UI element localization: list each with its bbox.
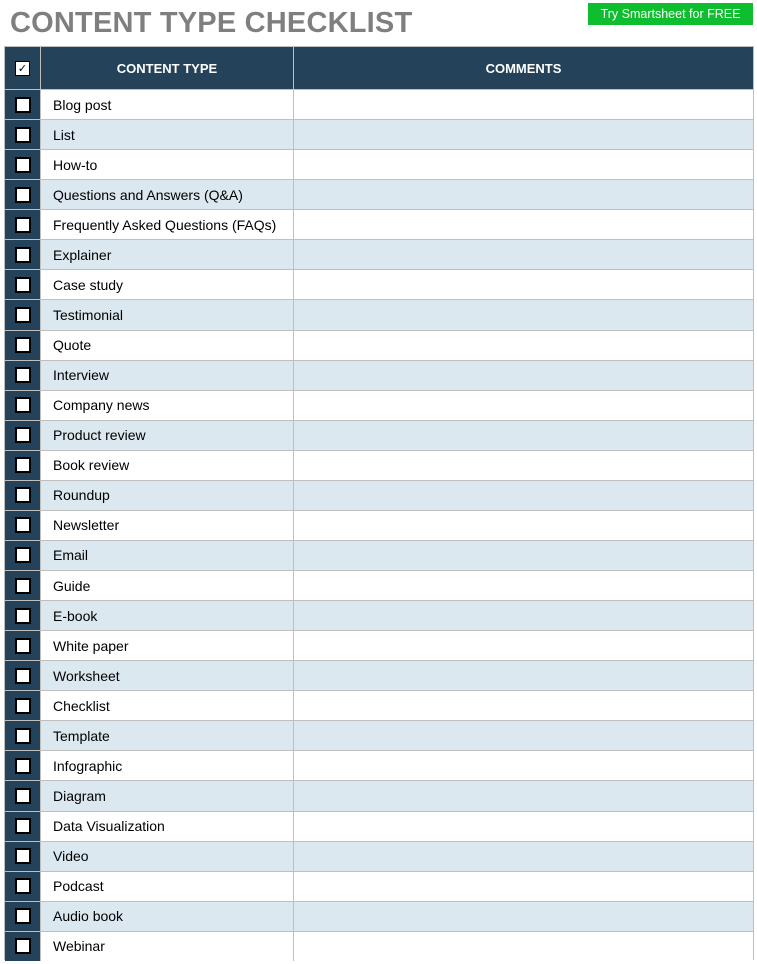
table-row — [5, 360, 753, 390]
row-checkbox[interactable] — [15, 307, 31, 323]
row-check-cell — [5, 842, 41, 871]
row-check-cell — [5, 361, 41, 390]
row-checkbox[interactable] — [15, 487, 31, 503]
row-checkbox[interactable] — [15, 758, 31, 774]
row-checkbox[interactable] — [15, 818, 31, 834]
column-header-comments: COMMENTS — [294, 47, 753, 89]
comments-cell[interactable] — [294, 751, 753, 780]
comments-cell[interactable] — [294, 331, 753, 360]
comments-cell[interactable] — [294, 691, 753, 720]
content-type-cell: Video — [41, 842, 294, 871]
row-check-cell — [5, 631, 41, 660]
table-row — [5, 811, 753, 841]
table-row — [5, 600, 753, 630]
table-row — [5, 510, 753, 540]
table-row — [5, 720, 753, 750]
row-checkbox[interactable] — [15, 367, 31, 383]
column-header-content-type: CONTENT TYPE — [41, 47, 294, 89]
table-row — [5, 330, 753, 360]
comments-cell[interactable] — [294, 270, 753, 299]
comments-cell[interactable] — [294, 120, 753, 149]
table-row — [5, 780, 753, 810]
row-check-cell — [5, 781, 41, 810]
table-row — [5, 540, 753, 570]
content-type-cell: Podcast — [41, 872, 294, 901]
table-row — [5, 841, 753, 871]
table-row — [5, 299, 753, 329]
comments-cell[interactable] — [294, 150, 753, 179]
comments-cell[interactable] — [294, 631, 753, 660]
row-checkbox[interactable] — [15, 127, 31, 143]
content-type-cell: E-book — [41, 601, 294, 630]
page-title: CONTENT TYPE CHECKLIST — [10, 7, 413, 39]
content-type-cell: Checklist — [41, 691, 294, 720]
row-check-cell — [5, 421, 41, 450]
row-check-cell — [5, 511, 41, 540]
content-type-cell: How-to — [41, 150, 294, 179]
row-checkbox[interactable] — [15, 97, 31, 113]
row-checkbox[interactable] — [15, 638, 31, 654]
content-type-cell: Frequently Asked Questions (FAQs) — [41, 210, 294, 239]
table-row — [5, 570, 753, 600]
table-row — [5, 420, 753, 450]
row-check-cell — [5, 601, 41, 630]
comments-cell[interactable] — [294, 451, 753, 480]
table-row — [5, 149, 753, 179]
content-type-cell: Case study — [41, 270, 294, 299]
content-type-cell: Template — [41, 721, 294, 750]
row-checkbox[interactable] — [15, 908, 31, 924]
table-row — [5, 660, 753, 690]
comments-cell[interactable] — [294, 571, 753, 600]
row-check-cell — [5, 872, 41, 901]
row-check-cell — [5, 240, 41, 269]
row-checkbox[interactable] — [15, 728, 31, 744]
row-checkbox[interactable] — [15, 277, 31, 293]
try-smartsheet-button[interactable]: Try Smartsheet for FREE — [588, 3, 753, 25]
table-header — [5, 47, 753, 89]
table-row — [5, 119, 753, 149]
comments-cell[interactable] — [294, 812, 753, 841]
content-type-cell: Guide — [41, 571, 294, 600]
comments-cell[interactable] — [294, 240, 753, 269]
row-checkbox[interactable] — [15, 788, 31, 804]
row-check-cell — [5, 331, 41, 360]
row-check-cell — [5, 571, 41, 600]
row-check-cell — [5, 661, 41, 690]
row-checkbox[interactable] — [15, 427, 31, 443]
content-type-cell: Audio book — [41, 902, 294, 931]
comments-cell[interactable] — [294, 932, 753, 961]
row-check-cell — [5, 451, 41, 480]
content-type-cell: Blog post — [41, 90, 294, 119]
comments-cell[interactable] — [294, 601, 753, 630]
content-type-cell: Diagram — [41, 781, 294, 810]
comments-cell[interactable] — [294, 300, 753, 329]
comments-cell[interactable] — [294, 481, 753, 510]
comments-cell[interactable] — [294, 872, 753, 901]
row-checkbox[interactable] — [15, 578, 31, 594]
content-type-cell: Questions and Answers (Q&A) — [41, 180, 294, 209]
comments-cell[interactable] — [294, 391, 753, 420]
content-type-cell: Quote — [41, 331, 294, 360]
content-type-cell: Company news — [41, 391, 294, 420]
table-row — [5, 901, 753, 931]
table-row — [5, 690, 753, 720]
row-checkbox[interactable] — [15, 157, 31, 173]
row-check-cell — [5, 481, 41, 510]
content-type-cell: Email — [41, 541, 294, 570]
table-row — [5, 179, 753, 209]
comments-cell[interactable] — [294, 210, 753, 239]
content-type-cell: Product review — [41, 421, 294, 450]
content-type-cell: Roundup — [41, 481, 294, 510]
content-type-cell: Explainer — [41, 240, 294, 269]
header-check-cell — [5, 47, 41, 89]
row-checkbox[interactable] — [15, 938, 31, 954]
row-check-cell — [5, 300, 41, 329]
row-check-cell — [5, 120, 41, 149]
row-check-cell — [5, 391, 41, 420]
row-checkbox[interactable] — [15, 848, 31, 864]
table-row — [5, 931, 753, 961]
table-row — [5, 390, 753, 420]
row-checkbox[interactable] — [15, 217, 31, 233]
row-check-cell — [5, 751, 41, 780]
comments-cell[interactable] — [294, 90, 753, 119]
content-type-cell: Worksheet — [41, 661, 294, 690]
table-row — [5, 239, 753, 269]
row-checkbox[interactable] — [15, 247, 31, 263]
comments-cell[interactable] — [294, 781, 753, 810]
comments-cell[interactable] — [294, 661, 753, 690]
row-check-cell — [5, 691, 41, 720]
row-checkbox[interactable] — [15, 187, 31, 203]
row-check-cell — [5, 270, 41, 299]
table-row — [5, 750, 753, 780]
row-check-cell — [5, 902, 41, 931]
content-type-cell: Webinar — [41, 932, 294, 961]
table-body — [5, 89, 753, 961]
comments-cell[interactable] — [294, 721, 753, 750]
content-type-cell: White paper — [41, 631, 294, 660]
row-checkbox[interactable] — [15, 698, 31, 714]
row-check-cell — [5, 721, 41, 750]
row-checkbox[interactable] — [15, 547, 31, 563]
comments-cell[interactable] — [294, 902, 753, 931]
check-all-checkbox[interactable]: ✓ — [15, 61, 30, 76]
row-checkbox[interactable] — [15, 878, 31, 894]
row-check-cell — [5, 210, 41, 239]
row-check-cell — [5, 150, 41, 179]
table-row — [5, 269, 753, 299]
content-type-cell: Data Visualization — [41, 812, 294, 841]
content-type-cell: Interview — [41, 361, 294, 390]
row-checkbox[interactable] — [15, 397, 31, 413]
row-check-cell — [5, 932, 41, 961]
row-checkbox[interactable] — [15, 608, 31, 624]
checklist-table — [4, 46, 754, 960]
comments-cell[interactable] — [294, 180, 753, 209]
row-checkbox[interactable] — [15, 457, 31, 473]
row-checkbox[interactable] — [15, 337, 31, 353]
table-row — [5, 871, 753, 901]
content-type-cell: Testimonial — [41, 300, 294, 329]
row-check-cell — [5, 180, 41, 209]
row-check-cell — [5, 812, 41, 841]
table-row — [5, 630, 753, 660]
row-checkbox[interactable] — [15, 517, 31, 533]
content-type-cell: Book review — [41, 451, 294, 480]
table-row — [5, 209, 753, 239]
content-type-cell: Infographic — [41, 751, 294, 780]
content-type-cell: List — [41, 120, 294, 149]
comments-cell[interactable] — [294, 361, 753, 390]
table-row — [5, 450, 753, 480]
table-row — [5, 480, 753, 510]
row-checkbox[interactable] — [15, 668, 31, 684]
row-check-cell — [5, 90, 41, 119]
comments-cell[interactable] — [294, 842, 753, 871]
table-row — [5, 89, 753, 119]
comments-cell[interactable] — [294, 541, 753, 570]
row-check-cell — [5, 541, 41, 570]
comments-cell[interactable] — [294, 421, 753, 450]
comments-cell[interactable] — [294, 511, 753, 540]
content-type-cell: Newsletter — [41, 511, 294, 540]
